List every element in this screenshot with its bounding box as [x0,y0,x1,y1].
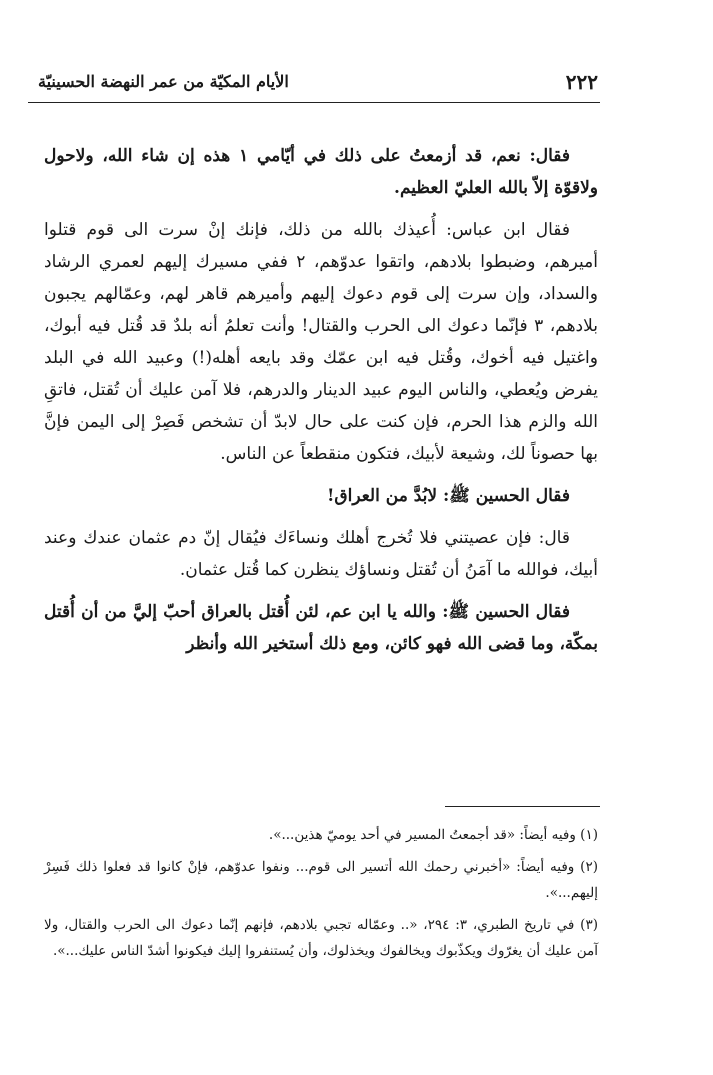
page-header [38,70,598,100]
running-title: الأيام المكيّة من عمر النهضة الحسينيّة [38,72,289,91]
paragraph: فقال ابن عباس: أُعيذك بالله من ذلك، فإنك إنْ سرت الى قوم قتلوا أميرهم، وضبطوا بلادهم، واتقوا عدوّهم، ٢ ففي مسيرك إليهم لعمري الرشاد والسداد، وإن سرت إلى قوم دعوك إليهم وأميرهم قاهر لهم، وعمّالهم يجبون بلادهم، ٣ فإنّما دعوك الى الحرب والقتال! وأنت تعلمُ أنه بلدٌ قد قُتل فيه أبوك، واغتيل فيه أخوك، وقُتل فيه ابن عمّك وقد بايعه أهله(!) وعبيد الله في البلد يفرض ويُعطي، والناس اليوم عبيد الدينار والدرهم، فلا آمن عليك أن تُقتل، فاتقِ الله والزم هذا الحرم، فإن كنت على حال لابدّ أن تشخص فَصِرْ إلى اليمن فإنَّ بها حصوناً لك، وشيعة لأبيك، فتكون منقطعاً عن الناس. [44,220,599,464]
footnote-separator [445,806,600,807]
footnotes [44,822,598,970]
footnote: (٢) وفيه أيضاً: «أخبرني رحمك الله أتسير الى قوم... ونفوا عدوّهم، فإنْ كانوا قد فعلوا ذلك فَسِرْ إليهم...». [44,859,598,901]
paragraph: قال: فإن عصيتني فلا تُخرج أهلك ونساءَك فيُقال إنّ دم عثمان عندك وعند أبيك، فوالله ما آمَنُ أن تُقتل ونساؤك ينظرن كما قُتل عثمان. [44,528,598,580]
paragraph: فقال: نعم، قد أزمعتُ على ذلك في أيّامي ١ هذه إن شاء الله، ولاحول ولاقوّة إلاّ بالله العليّ العظيم. [44,146,598,198]
footnote: (٣) في تاريخ الطبري، ٣: ٢٩٤، «.. وعمّاله تجبي بلادهم، فإنهم إنّما دعوك الى الحرب والقتال، ولا آمن عليك أن يغرّوك ويكذّبوك ويخالفوك ويخذلوك، وأن يُستنفروا إليك فيكونوا أشدّ الناس عليك...». [44,917,599,959]
paragraph: فقال الحسين ﷺ: لابُدَّ من العراق! [326,486,570,506]
footnote: (١) وفيه أيضاً: «قد أجمعتُ المسير في أحد يوميّ هذين...». [268,827,598,843]
header-rule [28,102,600,103]
paragraph: فقال الحسين ﷺ: والله يا ابن عم، لئن أُقتل بالعراق أحبّ إليَّ من أن أُقتل بمكّة، وما قضى الله فهو كائن، ومع ذلك أستخير الله وأنظر [44,602,598,654]
main-text [44,140,598,670]
page-number: ٢٢٢ [565,70,598,94]
